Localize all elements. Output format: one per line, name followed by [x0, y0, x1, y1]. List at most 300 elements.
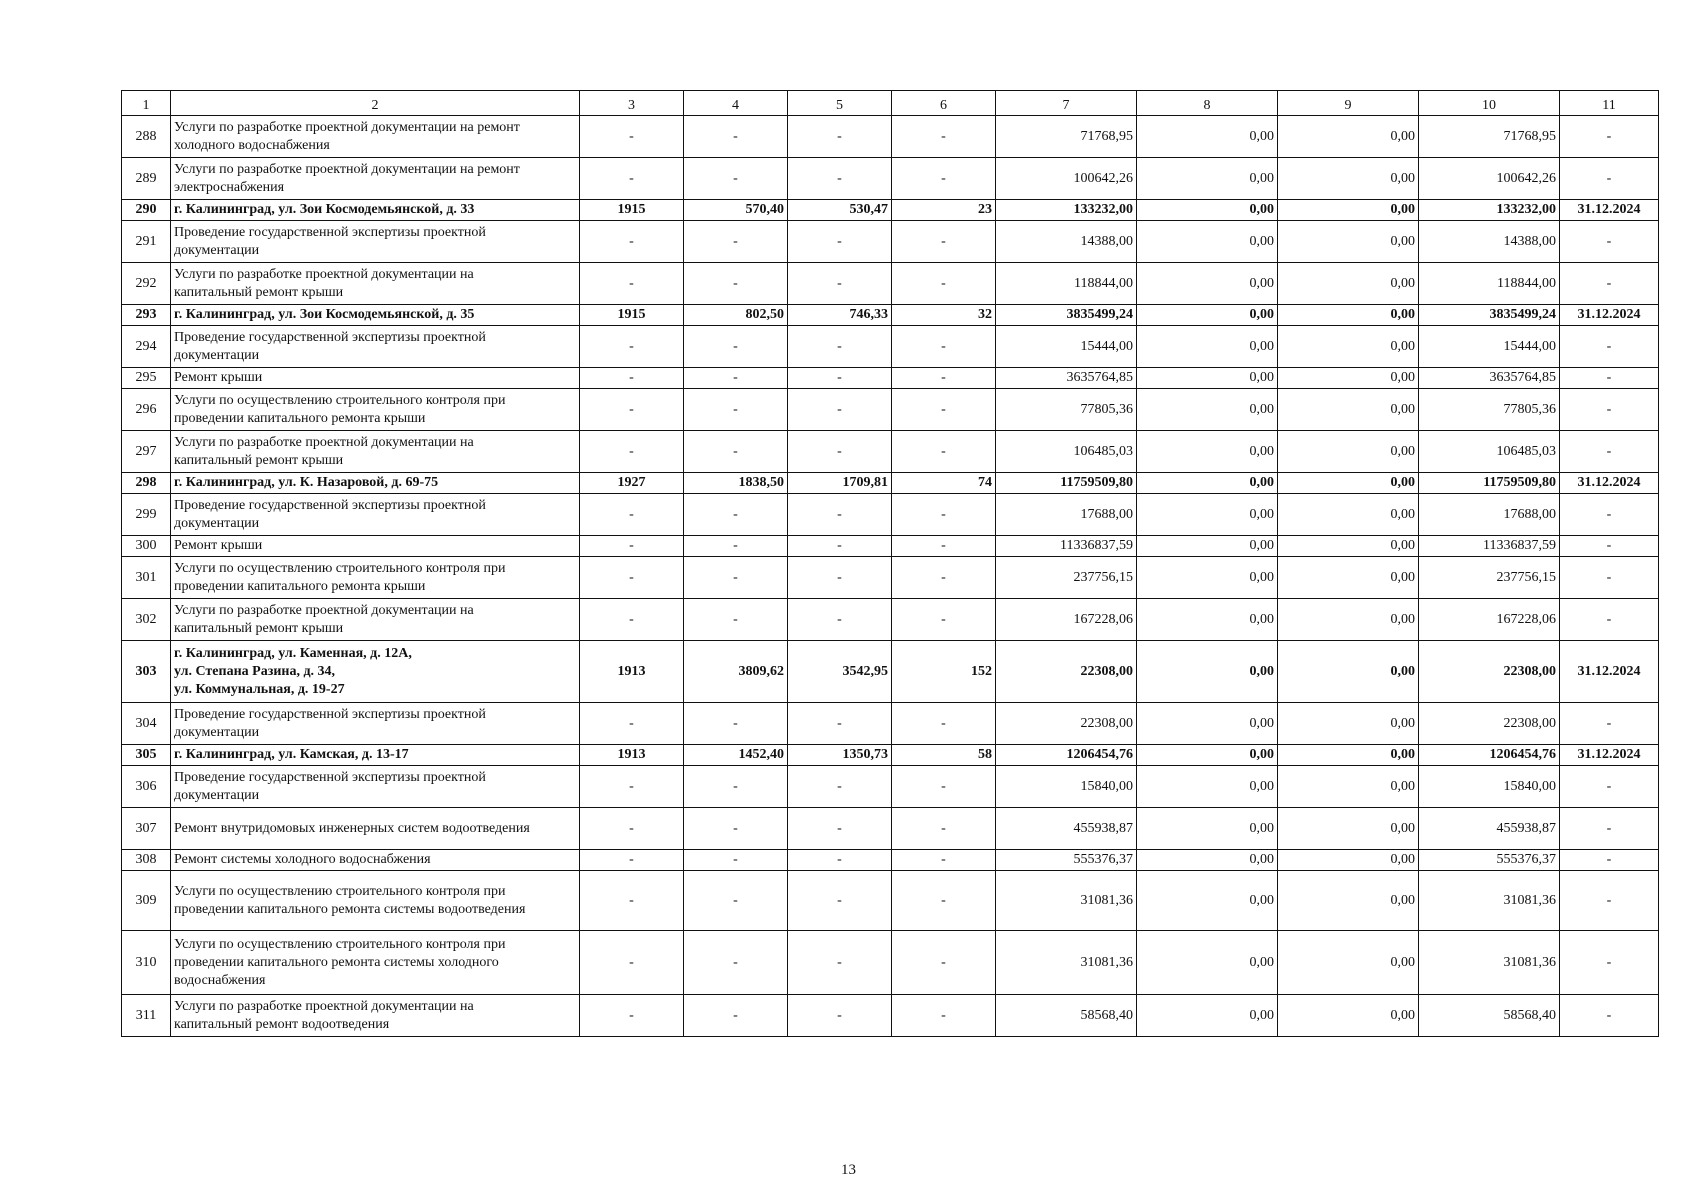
description-line: капитальный ремонт крыши [174, 452, 344, 468]
amount-cell-c10: 3635764,85 [1419, 368, 1560, 389]
description-cell [171, 766, 580, 808]
description-cell [171, 557, 580, 599]
cell-c4: 1838,50 [684, 473, 788, 494]
amount-cell-c9: 0,00 [1278, 745, 1419, 766]
cell-c6: - [892, 766, 996, 808]
cell-c5: 3542,95 [788, 641, 892, 703]
amount-cell-c7: 133232,00 [996, 200, 1137, 221]
description-cell [171, 200, 580, 221]
amount-cell-c10: 1206454,76 [1419, 745, 1560, 766]
table-row [122, 557, 1659, 599]
row-number-cell: 307 [122, 808, 171, 850]
amount-cell-c9: 0,00 [1278, 116, 1419, 158]
cell-c3: - [580, 808, 684, 850]
cell-c3: - [580, 494, 684, 536]
cell-c5: - [788, 766, 892, 808]
amount-cell-c8: 0,00 [1137, 703, 1278, 745]
cell-c3: - [580, 871, 684, 931]
amount-cell-c7: 22308,00 [996, 641, 1137, 703]
deadline-cell: 31.12.2024 [1560, 305, 1659, 326]
cell-c5: 746,33 [788, 305, 892, 326]
amount-cell-c10: 31081,36 [1419, 931, 1560, 995]
deadline-cell: - [1560, 368, 1659, 389]
cell-c6: - [892, 116, 996, 158]
amount-cell-c10: 31081,36 [1419, 871, 1560, 931]
amount-cell-c7: 31081,36 [996, 931, 1137, 995]
description-line: ул. Коммунальная, д. 19-27 [174, 681, 345, 697]
row-number-cell: 302 [122, 599, 171, 641]
description-cell [171, 389, 580, 431]
amount-cell-c8: 0,00 [1137, 808, 1278, 850]
description-cell [171, 326, 580, 368]
description-line: г. Калининград, ул. Каменная, д. 12А, [174, 645, 412, 661]
cell-c3: - [580, 703, 684, 745]
table-row [122, 473, 1659, 494]
cell-c5: - [788, 703, 892, 745]
amount-cell-c8: 0,00 [1137, 850, 1278, 871]
description-cell [171, 599, 580, 641]
description-line: водоснабжения [174, 972, 266, 988]
amount-cell-c8: 0,00 [1137, 305, 1278, 326]
table-row [122, 995, 1659, 1037]
amount-cell-c7: 11759509,80 [996, 473, 1137, 494]
amount-cell-c10: 118844,00 [1419, 263, 1560, 305]
cell-c4: - [684, 599, 788, 641]
cell-c5: - [788, 326, 892, 368]
cell-c6: - [892, 599, 996, 641]
description-cell [171, 368, 580, 389]
amount-cell-c8: 0,00 [1137, 745, 1278, 766]
cell-c4: - [684, 116, 788, 158]
cell-c4: - [684, 368, 788, 389]
cell-c6: - [892, 494, 996, 536]
description-line: г. Калининград, ул. Зои Космодемьянской, д. 35 [174, 307, 475, 322]
cell-c4: - [684, 326, 788, 368]
deadline-cell: - [1560, 557, 1659, 599]
table-row [122, 221, 1659, 263]
description-line: Услуги по разработке проектной документации на [174, 602, 474, 618]
description-cell [171, 473, 580, 494]
column-header: 4 [684, 91, 788, 116]
deadline-cell: - [1560, 389, 1659, 431]
cell-c3: - [580, 599, 684, 641]
amount-cell-c7: 22308,00 [996, 703, 1137, 745]
cell-c3: 1915 [580, 305, 684, 326]
deadline-cell: - [1560, 931, 1659, 995]
amount-cell-c10: 11759509,80 [1419, 473, 1560, 494]
deadline-cell: - [1560, 850, 1659, 871]
amount-cell-c10: 11336837,59 [1419, 536, 1560, 557]
row-number-cell: 308 [122, 850, 171, 871]
cell-c6: - [892, 703, 996, 745]
amount-cell-c10: 133232,00 [1419, 200, 1560, 221]
amount-cell-c8: 0,00 [1137, 473, 1278, 494]
amount-cell-c7: 15444,00 [996, 326, 1137, 368]
cell-c6: - [892, 808, 996, 850]
column-header: 5 [788, 91, 892, 116]
table-row [122, 766, 1659, 808]
amount-cell-c10: 106485,03 [1419, 431, 1560, 473]
cell-c4: 3809,62 [684, 641, 788, 703]
deadline-cell: - [1560, 808, 1659, 850]
cell-c5: - [788, 599, 892, 641]
table-row [122, 431, 1659, 473]
amount-cell-c8: 0,00 [1137, 641, 1278, 703]
row-number-cell: 304 [122, 703, 171, 745]
description-line: Проведение государственной экспертизы проектной [174, 706, 486, 722]
amount-cell-c10: 58568,40 [1419, 995, 1560, 1037]
table-row [122, 494, 1659, 536]
cell-c5: - [788, 931, 892, 995]
amount-cell-c8: 0,00 [1137, 871, 1278, 931]
deadline-cell: - [1560, 536, 1659, 557]
row-number-cell: 296 [122, 389, 171, 431]
description-line: проведении капитального ремонта крыши [174, 578, 426, 594]
amount-cell-c8: 0,00 [1137, 536, 1278, 557]
repair-works-table [121, 90, 1659, 1037]
amount-cell-c7: 31081,36 [996, 871, 1137, 931]
description-line: Ремонт системы холодного водоснабжения [174, 852, 431, 867]
cell-c5: - [788, 995, 892, 1037]
column-header: 7 [996, 91, 1137, 116]
amount-cell-c9: 0,00 [1278, 158, 1419, 200]
column-header: 2 [171, 91, 580, 116]
amount-cell-c8: 0,00 [1137, 263, 1278, 305]
description-line: Проведение государственной экспертизы проектной [174, 224, 486, 240]
deadline-cell: - [1560, 995, 1659, 1037]
cell-c3: - [580, 389, 684, 431]
cell-c4: - [684, 931, 788, 995]
deadline-cell: 31.12.2024 [1560, 200, 1659, 221]
cell-c4: - [684, 850, 788, 871]
row-number-cell: 288 [122, 116, 171, 158]
deadline-cell: - [1560, 766, 1659, 808]
row-number-cell: 306 [122, 766, 171, 808]
cell-c4: 570,40 [684, 200, 788, 221]
amount-cell-c10: 455938,87 [1419, 808, 1560, 850]
cell-c3: - [580, 850, 684, 871]
cell-c3: - [580, 557, 684, 599]
description-line: документации [174, 724, 260, 740]
amount-cell-c10: 77805,36 [1419, 389, 1560, 431]
amount-cell-c7: 17688,00 [996, 494, 1137, 536]
description-cell [171, 494, 580, 536]
amount-cell-c10: 22308,00 [1419, 641, 1560, 703]
amount-cell-c7: 14388,00 [996, 221, 1137, 263]
cell-c5: - [788, 263, 892, 305]
amount-cell-c8: 0,00 [1137, 995, 1278, 1037]
amount-cell-c7: 555376,37 [996, 850, 1137, 871]
deadline-cell: - [1560, 221, 1659, 263]
deadline-cell: - [1560, 326, 1659, 368]
column-header: 9 [1278, 91, 1419, 116]
amount-cell-c8: 0,00 [1137, 158, 1278, 200]
cell-c3: - [580, 368, 684, 389]
cell-c4: 802,50 [684, 305, 788, 326]
page-number: 13 [841, 1162, 856, 1178]
cell-c4: - [684, 263, 788, 305]
description-line: Услуги по разработке проектной документации на [174, 434, 474, 450]
description-line: документации [174, 347, 260, 363]
amount-cell-c7: 1206454,76 [996, 745, 1137, 766]
amount-cell-c9: 0,00 [1278, 263, 1419, 305]
column-header: 1 [122, 91, 171, 116]
cell-c4: - [684, 431, 788, 473]
cell-c5: - [788, 431, 892, 473]
amount-cell-c7: 100642,26 [996, 158, 1137, 200]
table-row [122, 536, 1659, 557]
cell-c6: - [892, 158, 996, 200]
cell-c5: - [788, 871, 892, 931]
amount-cell-c7: 15840,00 [996, 766, 1137, 808]
cell-c3: - [580, 995, 684, 1037]
cell-c6: - [892, 536, 996, 557]
column-header: 6 [892, 91, 996, 116]
description-line: Услуги по разработке проектной документации на [174, 998, 474, 1014]
cell-c6: 32 [892, 305, 996, 326]
cell-c3: - [580, 766, 684, 808]
description-cell [171, 641, 580, 703]
row-number-cell: 298 [122, 473, 171, 494]
row-number-cell: 293 [122, 305, 171, 326]
cell-c6: - [892, 221, 996, 263]
column-header: 10 [1419, 91, 1560, 116]
description-line: Ремонт крыши [174, 370, 263, 385]
row-number-cell: 310 [122, 931, 171, 995]
cell-c5: - [788, 389, 892, 431]
deadline-cell: - [1560, 158, 1659, 200]
cell-c3: - [580, 116, 684, 158]
table-row [122, 599, 1659, 641]
deadline-cell: 31.12.2024 [1560, 473, 1659, 494]
amount-cell-c8: 0,00 [1137, 389, 1278, 431]
description-line: холодного водоснабжения [174, 137, 330, 153]
row-number-cell: 292 [122, 263, 171, 305]
cell-c5: - [788, 494, 892, 536]
amount-cell-c9: 0,00 [1278, 221, 1419, 263]
cell-c6: - [892, 263, 996, 305]
table-row [122, 368, 1659, 389]
row-number-cell: 291 [122, 221, 171, 263]
table-row [122, 703, 1659, 745]
description-line: электроснабжения [174, 179, 285, 195]
amount-cell-c9: 0,00 [1278, 641, 1419, 703]
cell-c5: - [788, 221, 892, 263]
amount-cell-c7: 118844,00 [996, 263, 1137, 305]
description-line: документации [174, 787, 260, 803]
amount-cell-c7: 237756,15 [996, 557, 1137, 599]
description-line: Проведение государственной экспертизы проектной [174, 497, 486, 513]
amount-cell-c9: 0,00 [1278, 473, 1419, 494]
amount-cell-c10: 17688,00 [1419, 494, 1560, 536]
column-number-row [122, 91, 1659, 116]
cell-c4: 1452,40 [684, 745, 788, 766]
amount-cell-c9: 0,00 [1278, 850, 1419, 871]
description-line: документации [174, 242, 260, 258]
deadline-cell: - [1560, 263, 1659, 305]
cell-c3: 1927 [580, 473, 684, 494]
cell-c6: - [892, 871, 996, 931]
amount-cell-c10: 15840,00 [1419, 766, 1560, 808]
table-row [122, 389, 1659, 431]
cell-c6: - [892, 557, 996, 599]
amount-cell-c8: 0,00 [1137, 368, 1278, 389]
table-body [122, 116, 1659, 1037]
cell-c4: - [684, 221, 788, 263]
amount-cell-c9: 0,00 [1278, 871, 1419, 931]
cell-c6: - [892, 368, 996, 389]
row-number-cell: 300 [122, 536, 171, 557]
description-cell [171, 116, 580, 158]
amount-cell-c8: 0,00 [1137, 200, 1278, 221]
amount-cell-c7: 58568,40 [996, 995, 1137, 1037]
description-line: ул. Степана Разина, д. 34, [174, 663, 336, 679]
cell-c3: - [580, 536, 684, 557]
amount-cell-c8: 0,00 [1137, 326, 1278, 368]
description-cell [171, 263, 580, 305]
row-number-cell: 295 [122, 368, 171, 389]
cell-c4: - [684, 536, 788, 557]
amount-cell-c9: 0,00 [1278, 931, 1419, 995]
amount-cell-c7: 3635764,85 [996, 368, 1137, 389]
deadline-cell: 31.12.2024 [1560, 745, 1659, 766]
deadline-cell: 31.12.2024 [1560, 641, 1659, 703]
amount-cell-c7: 3835499,24 [996, 305, 1137, 326]
table-row [122, 641, 1659, 703]
amount-cell-c10: 237756,15 [1419, 557, 1560, 599]
amount-cell-c9: 0,00 [1278, 995, 1419, 1037]
cell-c6: 152 [892, 641, 996, 703]
description-line: г. Калининград, ул. Зои Космодемьянской, д. 33 [174, 202, 475, 217]
cell-c6: - [892, 995, 996, 1037]
amount-cell-c8: 0,00 [1137, 431, 1278, 473]
amount-cell-c9: 0,00 [1278, 494, 1419, 536]
amount-cell-c9: 0,00 [1278, 368, 1419, 389]
description-cell [171, 745, 580, 766]
amount-cell-c9: 0,00 [1278, 200, 1419, 221]
description-line: Проведение государственной экспертизы проектной [174, 769, 486, 785]
amount-cell-c10: 15444,00 [1419, 326, 1560, 368]
cell-c4: - [684, 871, 788, 931]
cell-c6: - [892, 431, 996, 473]
amount-cell-c9: 0,00 [1278, 766, 1419, 808]
column-header: 3 [580, 91, 684, 116]
description-line: г. Калининград, ул. К. Назаровой, д. 69-75 [174, 475, 439, 490]
amount-cell-c9: 0,00 [1278, 389, 1419, 431]
cell-c6: 23 [892, 200, 996, 221]
cell-c3: - [580, 158, 684, 200]
amount-cell-c10: 167228,06 [1419, 599, 1560, 641]
cell-c5: - [788, 557, 892, 599]
deadline-cell: - [1560, 116, 1659, 158]
cell-c5: - [788, 536, 892, 557]
cell-c5: - [788, 368, 892, 389]
row-number-cell: 303 [122, 641, 171, 703]
description-line: г. Калининград, ул. Камская, д. 13-17 [174, 747, 409, 762]
amount-cell-c8: 0,00 [1137, 766, 1278, 808]
table-row [122, 931, 1659, 995]
description-line: капитальный ремонт крыши [174, 620, 344, 636]
cell-c3: 1915 [580, 200, 684, 221]
deadline-cell: - [1560, 431, 1659, 473]
amount-cell-c7: 11336837,59 [996, 536, 1137, 557]
description-cell [171, 703, 580, 745]
cell-c5: - [788, 850, 892, 871]
cell-c6: 74 [892, 473, 996, 494]
amount-cell-c10: 100642,26 [1419, 158, 1560, 200]
description-cell [171, 536, 580, 557]
description-cell [171, 995, 580, 1037]
deadline-cell: - [1560, 703, 1659, 745]
row-number-cell: 297 [122, 431, 171, 473]
cell-c5: 530,47 [788, 200, 892, 221]
amount-cell-c7: 71768,95 [996, 116, 1137, 158]
cell-c4: - [684, 557, 788, 599]
column-header: 11 [1560, 91, 1659, 116]
cell-c4: - [684, 766, 788, 808]
description-cell [171, 158, 580, 200]
description-line: Услуги по осуществлению строительного контроля при [174, 392, 506, 408]
amount-cell-c10: 14388,00 [1419, 221, 1560, 263]
document-page [121, 90, 1658, 1037]
description-line: Ремонт внутридомовых инженерных систем водоотведения [174, 820, 530, 836]
amount-cell-c8: 0,00 [1137, 599, 1278, 641]
amount-cell-c8: 0,00 [1137, 557, 1278, 599]
amount-cell-c9: 0,00 [1278, 557, 1419, 599]
deadline-cell: - [1560, 599, 1659, 641]
row-number-cell: 309 [122, 871, 171, 931]
amount-cell-c9: 0,00 [1278, 326, 1419, 368]
cell-c6: - [892, 850, 996, 871]
amount-cell-c9: 0,00 [1278, 808, 1419, 850]
deadline-cell: - [1560, 494, 1659, 536]
amount-cell-c10: 22308,00 [1419, 703, 1560, 745]
cell-c4: - [684, 494, 788, 536]
description-line: проведении капитального ремонта системы водоотведения [174, 901, 526, 917]
cell-c3: - [580, 263, 684, 305]
description-line: Услуги по осуществлению строительного контроля при [174, 936, 506, 952]
table-row [122, 158, 1659, 200]
amount-cell-c7: 167228,06 [996, 599, 1137, 641]
amount-cell-c10: 555376,37 [1419, 850, 1560, 871]
amount-cell-c9: 0,00 [1278, 305, 1419, 326]
table-row [122, 808, 1659, 850]
cell-c5: - [788, 158, 892, 200]
description-cell [171, 850, 580, 871]
cell-c4: - [684, 703, 788, 745]
cell-c3: - [580, 431, 684, 473]
cell-c5: 1709,81 [788, 473, 892, 494]
table-row [122, 200, 1659, 221]
description-line: Услуги по разработке проектной документации на ремонт [174, 119, 520, 135]
row-number-cell: 305 [122, 745, 171, 766]
amount-cell-c9: 0,00 [1278, 536, 1419, 557]
description-line: Услуги по разработке проектной документации на [174, 266, 474, 282]
description-cell [171, 931, 580, 995]
cell-c3: 1913 [580, 641, 684, 703]
description-line: Ремонт крыши [174, 538, 263, 553]
amount-cell-c9: 0,00 [1278, 599, 1419, 641]
amount-cell-c10: 71768,95 [1419, 116, 1560, 158]
description-line: Проведение государственной экспертизы проектной [174, 329, 486, 345]
cell-c4: - [684, 158, 788, 200]
description-line: капитальный ремонт водоотведения [174, 1016, 390, 1032]
cell-c3: - [580, 931, 684, 995]
amount-cell-c7: 106485,03 [996, 431, 1137, 473]
row-number-cell: 294 [122, 326, 171, 368]
description-cell [171, 305, 580, 326]
description-line: документации [174, 515, 260, 531]
